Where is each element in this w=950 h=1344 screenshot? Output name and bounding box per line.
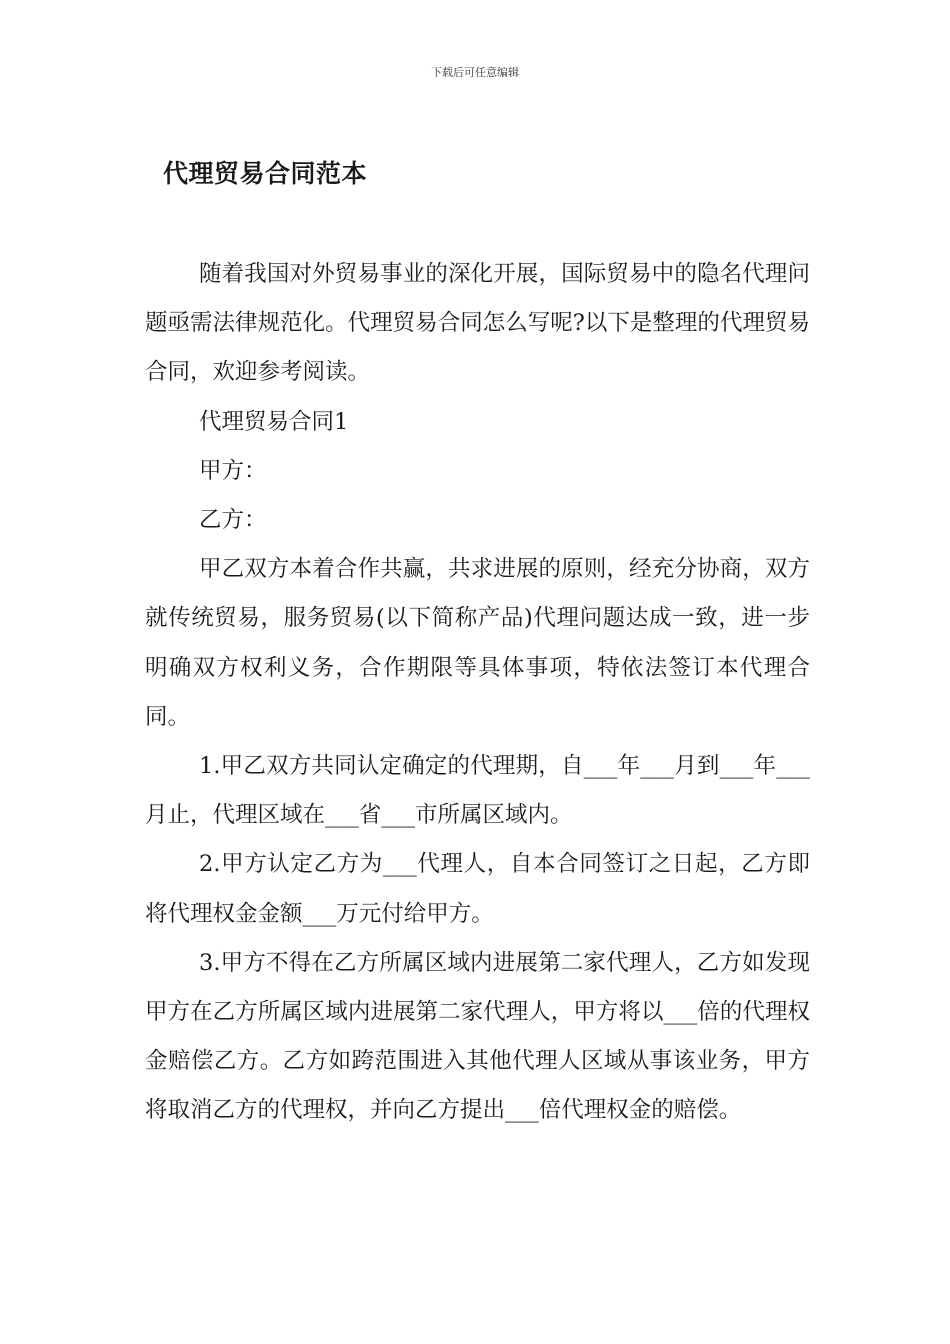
- header-note: 下载后可任意编辑: [431, 66, 519, 79]
- clause-3: 3.甲方不得在乙方所属区域内进展第二家代理人，乙方如发现甲方在乙方所属区域内进展第二家代理人，甲方将以___倍的代理权金赔偿乙方。乙方如跨范围进入其他代理人区域从事该业务，甲方将取消乙方的代理权，并向乙方提出___倍代理权金的赔偿。: [145, 949, 810, 1124]
- party-b-line: 乙方：: [199, 507, 267, 534]
- preamble-paragraph: 甲乙双方本着合作共赢，共求进展的原则，经充分协商，双方就传统贸易，服务贸易(以下简称产品)代理问题达成一致，进一步明确双方权利义务，合作期限等具体事项，特依法签订本代理合同。: [145, 556, 810, 730]
- contract-heading: 代理贸易合同1: [199, 408, 349, 435]
- clause-1: 1.甲乙双方共同认定确定的代理期，自___年___月到___年___月止，代理区域在___省___市所属区域内。: [145, 753, 810, 829]
- document-title: 代理贸易合同范本: [163, 159, 368, 188]
- clause-2: 2.甲方认定乙方为___代理人，自本合同签订之日起，乙方即将代理权金金额___万元付给甲方。: [145, 851, 810, 927]
- intro-paragraph: 随着我国对外贸易事业的深化开展，国际贸易中的隐名代理问题亟需法律规范化。代理贸易合同怎么写呢?以下是整理的代理贸易合同，欢迎参考阅读。: [145, 261, 810, 386]
- party-a-line: 甲方：: [199, 457, 267, 484]
- document-body: [145, 250, 810, 1136]
